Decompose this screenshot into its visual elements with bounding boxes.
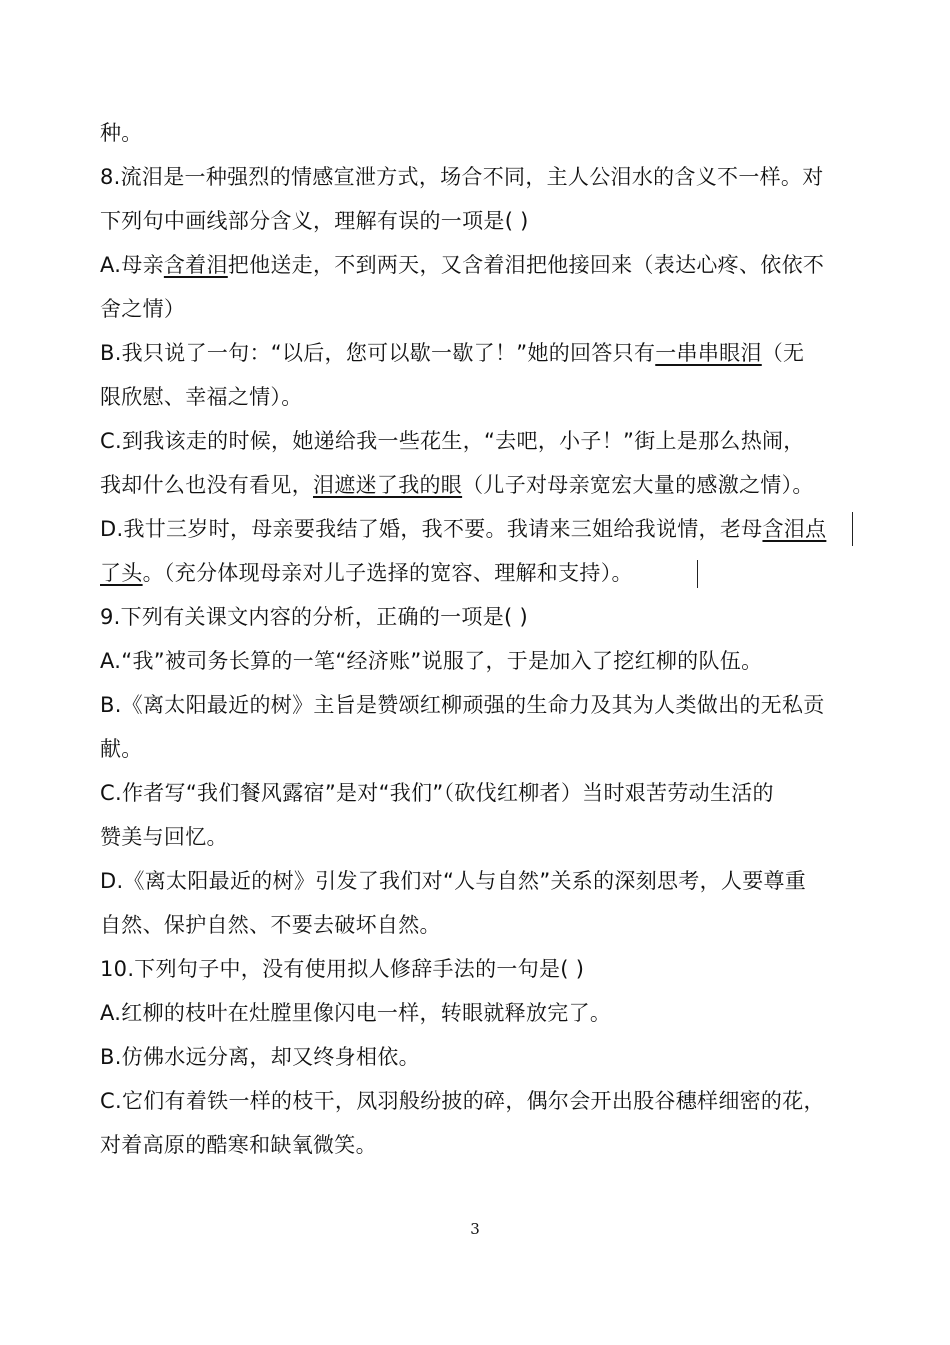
text-line <box>100 382 860 412</box>
line-text: 自然、保护自然、不要去破坏自然。 <box>100 913 441 937</box>
text-line <box>100 822 860 852</box>
line-text: C.作者写“我们餐风露宿”是对“我们”（砍伐红柳者）当时艰苦劳动生活的 <box>100 781 774 805</box>
line-text: 限欣慰、幸福之情）。 <box>100 385 303 409</box>
question-10-stem <box>100 954 860 984</box>
line-text: C.到我该走的时候，她递给我一些花生，“去吧，小子！”街上是那么热闹， <box>100 429 805 453</box>
text-line <box>100 470 860 500</box>
line-text: A.红柳的枝叶在灶膛里像闪电一样，转眼就释放完了。 <box>100 1001 612 1025</box>
line-text: 赞美与回忆。 <box>100 825 228 849</box>
question-10-option-a <box>100 998 860 1028</box>
line-text: 献。 <box>100 737 143 761</box>
line-text: B.我只说了一句：“以后，您可以歇一歇了！”她的回答只有 <box>100 341 656 365</box>
line-text: 舍之情） <box>100 297 186 321</box>
underlined-phrase: 一串串眼泪 <box>655 341 762 365</box>
text-line <box>100 118 860 148</box>
line-text: （无 <box>761 341 805 365</box>
question-9-option-a <box>100 646 860 676</box>
text-cursor-mark <box>697 560 698 588</box>
line-text: D.《离太阳最近的树》引发了我们对“人与自然”关系的深刻思考，人要尊重 <box>100 869 807 893</box>
question-10-option-b <box>100 1042 860 1072</box>
underlined-phrase: 了头 <box>100 561 143 585</box>
question-8-option-c <box>100 426 860 456</box>
line-text: B.《离太阳最近的树》主旨是赞颂红柳顽强的生命力及其为人类做出的无私贡 <box>100 693 825 717</box>
question-9-stem <box>100 602 860 632</box>
underlined-phrase: 含泪点 <box>762 517 827 541</box>
line-text: A.母亲 <box>100 253 164 277</box>
question-8-option-d <box>100 514 860 544</box>
text-line <box>100 294 860 324</box>
question-9-option-b <box>100 690 860 720</box>
text-line <box>100 206 860 236</box>
question-8-option-a <box>100 250 860 280</box>
line-text: 我却什么也没有看见， <box>100 473 313 497</box>
text-line <box>100 910 860 940</box>
line-text: 。（充分体现母亲对儿子选择的宽容、理解和支持）。 <box>142 561 633 585</box>
line-text: 9.下列有关课文内容的分析，正确的一项是( ) <box>100 605 528 629</box>
line-text: 对着高原的酷寒和缺氧微笑。 <box>100 1133 377 1157</box>
underlined-phrase: 含着泪 <box>163 253 228 277</box>
text-line <box>100 734 860 764</box>
line-text: 种。 <box>100 121 143 145</box>
line-text: 把他送走，不到两天，又含着泪把他接回来（表达心疼、依依不 <box>227 253 825 277</box>
line-text: C.它们有着铁一样的枝干，凤羽般纷披的碎，偶尔会开出股谷穗样细密的花， <box>100 1089 825 1113</box>
question-8-option-b <box>100 338 860 368</box>
line-text: 10.下列句子中，没有使用拟人修辞手法的一句是( ) <box>100 957 585 981</box>
text-line <box>100 1130 860 1160</box>
line-text: 8.流泪是一种强烈的情感宣泄方式，场合不同，主人公泪水的含义不一样。对 <box>100 165 824 189</box>
line-text: A.“我”被司务长算的一笔“经济账”说服了，于是加入了挖红柳的队伍。 <box>100 649 763 673</box>
text-line <box>100 558 860 588</box>
line-text: D.我廿三岁时，母亲要我结了婚，我不要。我请来三姐给我说情，老母 <box>100 517 763 541</box>
question-9-option-d <box>100 866 860 896</box>
page-number: 3 <box>470 1220 480 1238</box>
question-9-option-c <box>100 778 860 808</box>
question-10-option-c <box>100 1086 860 1116</box>
line-text: B.仿佛水远分离，却又终身相依。 <box>100 1045 420 1069</box>
text-cursor-mark <box>852 512 853 546</box>
line-text: （儿子对母亲宽宏大量的感激之情）。 <box>462 473 814 497</box>
underlined-phrase: 泪遮迷了我的眼 <box>313 473 463 497</box>
question-8-stem <box>100 162 860 192</box>
line-text: 下列句中画线部分含义，理解有误的一项是( ) <box>100 209 529 233</box>
